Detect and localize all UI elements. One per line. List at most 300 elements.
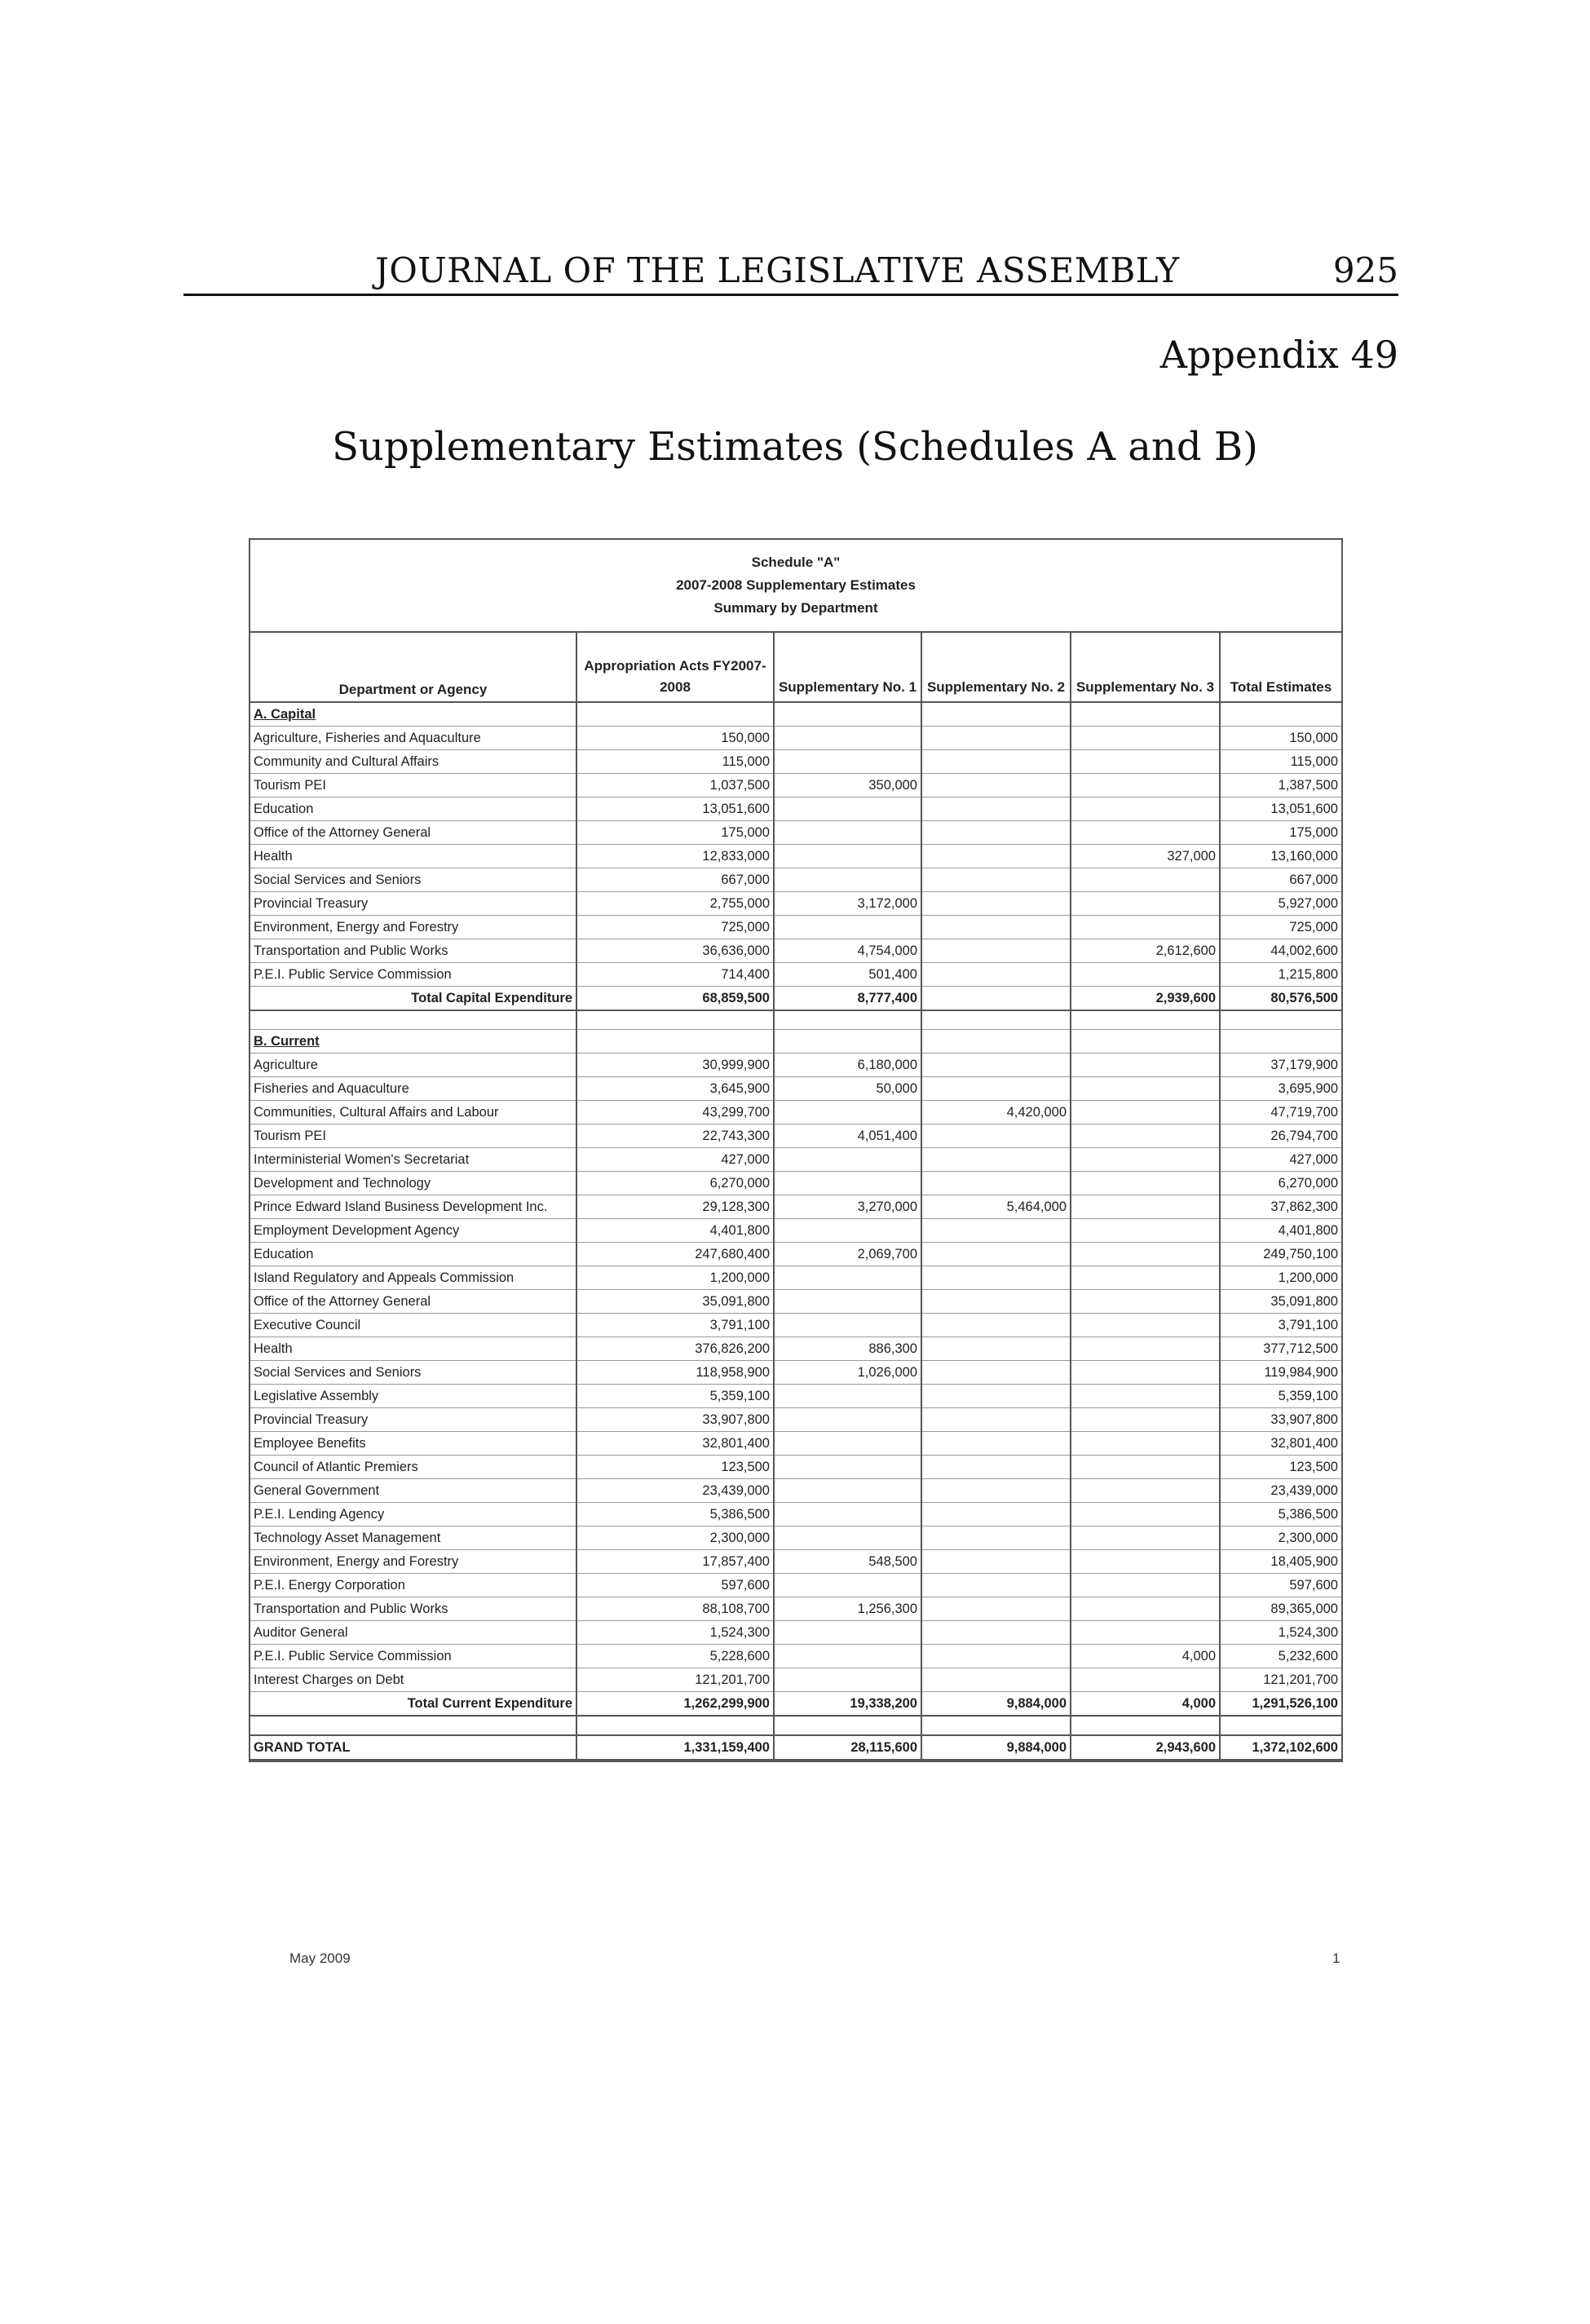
footer-page-number: 1 [1332,1951,1340,1966]
footer-date: May 2009 [289,1951,351,1966]
department-name: Prince Edward Island Business Development Inc. [250,1195,576,1219]
empty-cell [921,702,1071,727]
table-row [250,1219,1341,1243]
department-name: Agriculture [250,1054,576,1077]
amount-cell: 1,200,000 [1220,1266,1341,1290]
table-row [250,1527,1341,1550]
amount-cell [1071,1621,1220,1645]
table-row [250,1314,1341,1337]
amount-cell: 2,300,000 [576,1527,774,1550]
department-name: Tourism PEI [250,774,576,797]
amount-cell [921,892,1071,916]
amount-cell: 12,833,000 [576,845,774,868]
amount-cell: 115,000 [576,750,774,774]
amount-cell: 30,999,900 [576,1054,774,1077]
amount-cell [921,1172,1071,1195]
amount-cell: 1,037,500 [576,774,774,797]
amount-cell: 5,228,600 [576,1645,774,1668]
amount-cell [921,1550,1071,1574]
amount-cell: 2,939,600 [1071,987,1220,1011]
amount-cell [921,1432,1071,1456]
department-name: Environment, Energy and Forestry [250,1550,576,1574]
amount-cell [774,916,921,939]
estimates-table [250,633,1341,1761]
amount-cell [921,845,1071,868]
amount-cell [921,797,1071,821]
amount-cell [921,1479,1071,1503]
amount-cell: 597,600 [576,1574,774,1597]
schedule-heading-line: 2007-2008 Supplementary Estimates [676,577,916,593]
table-row [250,1574,1341,1597]
amount-cell [774,1385,921,1408]
table-row [250,1148,1341,1172]
amount-cell: 427,000 [576,1148,774,1172]
table-row [250,1266,1341,1290]
empty-cell [774,1030,921,1054]
department-name: Legislative Assembly [250,1385,576,1408]
amount-cell [921,1408,1071,1432]
amount-cell [921,1668,1071,1692]
empty-cell [921,1030,1071,1054]
amount-cell [774,1408,921,1432]
table-row [250,868,1341,892]
amount-cell: 13,051,600 [1220,797,1341,821]
amount-cell: 28,115,600 [774,1735,921,1760]
amount-cell [1071,1195,1220,1219]
section-header-row [250,702,1341,727]
amount-cell: 37,862,300 [1220,1195,1341,1219]
amount-cell: 2,943,600 [1071,1735,1220,1760]
amount-cell: 327,000 [1071,845,1220,868]
amount-cell [774,1290,921,1314]
amount-cell: 26,794,700 [1220,1124,1341,1148]
table-row [250,1361,1341,1385]
amount-cell [1071,1124,1220,1148]
amount-cell [1071,1243,1220,1266]
table-row [250,1597,1341,1621]
amount-cell [774,797,921,821]
amount-cell [774,1148,921,1172]
amount-cell: 33,907,800 [1220,1408,1341,1432]
amount-cell: 50,000 [774,1077,921,1101]
table-header-row [250,633,1341,702]
table-row [250,1337,1341,1361]
amount-cell [1071,1314,1220,1337]
amount-cell: 17,857,400 [576,1550,774,1574]
amount-cell: 4,051,400 [774,1124,921,1148]
table-row [250,797,1341,821]
amount-cell: 8,777,400 [774,987,921,1011]
amount-cell [1071,1266,1220,1290]
amount-cell: 5,464,000 [921,1195,1071,1219]
table-row [250,1479,1341,1503]
empty-cell [1071,1010,1220,1030]
amount-cell [1071,1054,1220,1077]
amount-cell [921,1503,1071,1527]
table-row [250,1172,1341,1195]
table-row [250,1077,1341,1101]
column-header: Department or Agency [250,633,576,702]
amount-cell [774,1621,921,1645]
amount-cell: 3,172,000 [774,892,921,916]
amount-cell [774,845,921,868]
table-row [250,821,1341,845]
empty-cell [1071,702,1220,727]
table-row [250,1645,1341,1668]
empty-cell [576,702,774,727]
amount-cell [774,750,921,774]
table-row [250,916,1341,939]
amount-cell: 35,091,800 [576,1290,774,1314]
amount-cell: 1,524,300 [1220,1621,1341,1645]
amount-cell: 118,958,900 [576,1361,774,1385]
amount-cell [921,1266,1071,1290]
amount-cell: 4,401,800 [1220,1219,1341,1243]
amount-cell [1071,892,1220,916]
amount-cell: 427,000 [1220,1148,1341,1172]
amount-cell: 4,401,800 [576,1219,774,1243]
amount-cell [921,868,1071,892]
amount-cell: 19,338,200 [774,1692,921,1716]
amount-cell [921,1385,1071,1408]
department-name: Employee Benefits [250,1432,576,1456]
department-name: Office of the Attorney General [250,821,576,845]
amount-cell: 1,291,526,100 [1220,1692,1341,1716]
amount-cell [1071,1574,1220,1597]
amount-cell [1071,1077,1220,1101]
amount-cell [1071,1456,1220,1479]
amount-cell: 1,524,300 [576,1621,774,1645]
amount-cell: 37,179,900 [1220,1054,1341,1077]
amount-cell [1071,1219,1220,1243]
amount-cell: 115,000 [1220,750,1341,774]
column-header: Appropriation Acts FY2007-2008 [576,633,774,702]
table-row [250,1456,1341,1479]
amount-cell [921,987,1071,1011]
amount-cell: 1,256,300 [774,1597,921,1621]
amount-cell: 3,645,900 [576,1077,774,1101]
department-name: Communities, Cultural Affairs and Labour [250,1101,576,1124]
column-header: Supplementary No. 1 [774,633,921,702]
department-name: P.E.I. Energy Corporation [250,1574,576,1597]
department-name: Total Current Expenditure [250,1692,576,1716]
department-name: Development and Technology [250,1172,576,1195]
table-row [250,1124,1341,1148]
amount-cell [921,1597,1071,1621]
amount-cell: 80,576,500 [1220,987,1341,1011]
capital-total-row [250,987,1341,1011]
department-name: Employment Development Agency [250,1219,576,1243]
spacer-row [250,1716,1341,1735]
department-name: Agriculture, Fisheries and Aquaculture [250,727,576,750]
table-row [250,750,1341,774]
amount-cell: 5,386,500 [576,1503,774,1527]
amount-cell [1071,821,1220,845]
empty-cell [576,1010,774,1030]
amount-cell: 4,754,000 [774,939,921,963]
amount-cell: 36,636,000 [576,939,774,963]
empty-cell [1220,1716,1341,1735]
empty-cell [921,1010,1071,1030]
amount-cell: 667,000 [1220,868,1341,892]
amount-cell: 1,331,159,400 [576,1735,774,1760]
department-name: Social Services and Seniors [250,1361,576,1385]
amount-cell [1071,1479,1220,1503]
journal-title: JOURNAL OF THE LEGISLATIVE ASSEMBLY [375,250,1180,290]
amount-cell [774,821,921,845]
amount-cell: 5,232,600 [1220,1645,1341,1668]
amount-cell [774,1219,921,1243]
amount-cell [1071,1148,1220,1172]
amount-cell: 23,439,000 [576,1479,774,1503]
amount-cell [774,1456,921,1479]
amount-cell: 3,791,100 [576,1314,774,1337]
department-name: Provincial Treasury [250,1408,576,1432]
amount-cell: 597,600 [1220,1574,1341,1597]
department-name: Community and Cultural Affairs [250,750,576,774]
amount-cell [921,963,1071,987]
table-row [250,963,1341,987]
amount-cell [921,1148,1071,1172]
amount-cell [774,1527,921,1550]
amount-cell [921,1361,1071,1385]
amount-cell [1071,1172,1220,1195]
amount-cell [1071,1668,1220,1692]
amount-cell: 35,091,800 [1220,1290,1341,1314]
amount-cell: 6,270,000 [1220,1172,1341,1195]
amount-cell [1071,1337,1220,1361]
department-name: Island Regulatory and Appeals Commission [250,1266,576,1290]
amount-cell: 32,801,400 [1220,1432,1341,1456]
amount-cell [1071,963,1220,987]
amount-cell [774,1479,921,1503]
department-name: Tourism PEI [250,1124,576,1148]
empty-cell [774,1010,921,1030]
amount-cell: 88,108,700 [576,1597,774,1621]
page-number: 925 [1332,250,1398,290]
amount-cell [1071,797,1220,821]
amount-cell: 247,680,400 [576,1243,774,1266]
empty-cell [250,1716,576,1735]
department-name: Executive Council [250,1314,576,1337]
amount-cell: 9,884,000 [921,1735,1071,1760]
amount-cell [1071,1503,1220,1527]
amount-cell [1071,1550,1220,1574]
department-name: Health [250,845,576,868]
amount-cell [921,1077,1071,1101]
empty-cell [250,1010,576,1030]
schedule-heading-line: Summary by Department [713,600,878,616]
amount-cell: 43,299,700 [576,1101,774,1124]
amount-cell: 725,000 [576,916,774,939]
schedule-a-table [249,538,1343,1762]
table-row [250,1432,1341,1456]
amount-cell: 350,000 [774,774,921,797]
amount-cell [1071,727,1220,750]
amount-cell [1071,1290,1220,1314]
department-name: Total Capital Expenditure [250,987,576,1011]
column-header: Supplementary No. 2 [921,633,1071,702]
amount-cell: 119,984,900 [1220,1361,1341,1385]
amount-cell: 13,160,000 [1220,845,1341,868]
amount-cell [921,750,1071,774]
schedule-heading-line: Schedule "A" [751,554,841,570]
amount-cell [774,1503,921,1527]
amount-cell: 4,000 [1071,1645,1220,1668]
table-row [250,1621,1341,1645]
amount-cell: 47,719,700 [1220,1101,1341,1124]
amount-cell: 5,359,100 [1220,1385,1341,1408]
amount-cell [774,1645,921,1668]
amount-cell [774,1432,921,1456]
amount-cell: 5,359,100 [576,1385,774,1408]
amount-cell: 3,270,000 [774,1195,921,1219]
department-name: Technology Asset Management [250,1527,576,1550]
department-name: Transportation and Public Works [250,939,576,963]
empty-cell [1220,1010,1341,1030]
table-row [250,774,1341,797]
department-name: GRAND TOTAL [250,1735,576,1760]
amount-cell [774,1668,921,1692]
amount-cell [1071,1432,1220,1456]
amount-cell: 886,300 [774,1337,921,1361]
amount-cell: 667,000 [576,868,774,892]
empty-cell [774,702,921,727]
amount-cell [1071,1385,1220,1408]
amount-cell [921,1645,1071,1668]
amount-cell: 714,400 [576,963,774,987]
amount-cell: 1,026,000 [774,1361,921,1385]
amount-cell: 123,500 [576,1456,774,1479]
amount-cell [774,727,921,750]
amount-cell: 29,128,300 [576,1195,774,1219]
empty-cell [576,1030,774,1054]
department-name: Health [250,1337,576,1361]
amount-cell: 13,051,600 [576,797,774,821]
amount-cell [1071,1101,1220,1124]
amount-cell: 175,000 [576,821,774,845]
amount-cell: 1,200,000 [576,1266,774,1290]
department-name: P.E.I. Public Service Commission [250,1645,576,1668]
empty-cell [1220,702,1341,727]
empty-cell [1220,1030,1341,1054]
amount-cell: 33,907,800 [576,1408,774,1432]
amount-cell: 377,712,500 [1220,1337,1341,1361]
table-row [250,845,1341,868]
grand-total-row [250,1735,1341,1760]
amount-cell: 2,069,700 [774,1243,921,1266]
table-row [250,1101,1341,1124]
amount-cell [921,727,1071,750]
table-row [250,1550,1341,1574]
amount-cell: 18,405,900 [1220,1550,1341,1574]
department-name: Interministerial Women's Secretariat [250,1148,576,1172]
amount-cell: 9,884,000 [921,1692,1071,1716]
amount-cell: 6,180,000 [774,1054,921,1077]
amount-cell: 23,439,000 [1220,1479,1341,1503]
amount-cell [1071,750,1220,774]
amount-cell [921,916,1071,939]
amount-cell: 1,215,800 [1220,963,1341,987]
amount-cell: 175,000 [1220,821,1341,845]
amount-cell: 123,500 [1220,1456,1341,1479]
amount-cell [774,1574,921,1597]
amount-cell: 1,372,102,600 [1220,1735,1341,1760]
amount-cell [1071,1527,1220,1550]
department-name: Auditor General [250,1621,576,1645]
table-row [250,1408,1341,1432]
amount-cell: 249,750,100 [1220,1243,1341,1266]
amount-cell [774,1314,921,1337]
amount-cell: 44,002,600 [1220,939,1341,963]
table-row [250,1668,1341,1692]
amount-cell: 4,420,000 [921,1101,1071,1124]
amount-cell: 725,000 [1220,916,1341,939]
department-name: Education [250,797,576,821]
amount-cell: 2,612,600 [1071,939,1220,963]
amount-cell [1071,868,1220,892]
amount-cell: 150,000 [576,727,774,750]
amount-cell [1071,774,1220,797]
table-row [250,1195,1341,1219]
column-header: Total Estimates [1220,633,1341,702]
section-header-row [250,1030,1341,1054]
table-row [250,727,1341,750]
amount-cell [921,1219,1071,1243]
amount-cell: 5,386,500 [1220,1503,1341,1527]
amount-cell: 4,000 [1071,1692,1220,1716]
empty-cell [774,1716,921,1735]
amount-cell [1071,1361,1220,1385]
department-name: Education [250,1243,576,1266]
amount-cell [1071,1408,1220,1432]
table-row [250,1290,1341,1314]
spacer-row [250,1010,1341,1030]
department-name: P.E.I. Lending Agency [250,1503,576,1527]
amount-cell [774,1101,921,1124]
amount-cell: 501,400 [774,963,921,987]
journal-header [183,245,1398,296]
table-body [250,702,1341,1760]
amount-cell: 3,791,100 [1220,1314,1341,1337]
amount-cell: 121,201,700 [1220,1668,1341,1692]
empty-cell [921,1716,1071,1735]
amount-cell [774,1172,921,1195]
department-name: Council of Atlantic Premiers [250,1456,576,1479]
amount-cell [774,1266,921,1290]
current-total-row [250,1692,1341,1716]
amount-cell [921,1243,1071,1266]
amount-cell: 22,743,300 [576,1124,774,1148]
amount-cell: 68,859,500 [576,987,774,1011]
table-row [250,1054,1341,1077]
section-label: A. Capital [250,702,576,727]
department-name: Social Services and Seniors [250,868,576,892]
appendix-label: Appendix 49 [1159,333,1398,377]
table-row [250,939,1341,963]
amount-cell [921,1621,1071,1645]
column-header: Supplementary No. 3 [1071,633,1220,702]
department-name: Provincial Treasury [250,892,576,916]
department-name: Transportation and Public Works [250,1597,576,1621]
table-row [250,1385,1341,1408]
amount-cell [921,1574,1071,1597]
amount-cell: 2,755,000 [576,892,774,916]
amount-cell [921,1456,1071,1479]
section-label: B. Current [250,1030,576,1054]
amount-cell [921,1527,1071,1550]
amount-cell [921,821,1071,845]
